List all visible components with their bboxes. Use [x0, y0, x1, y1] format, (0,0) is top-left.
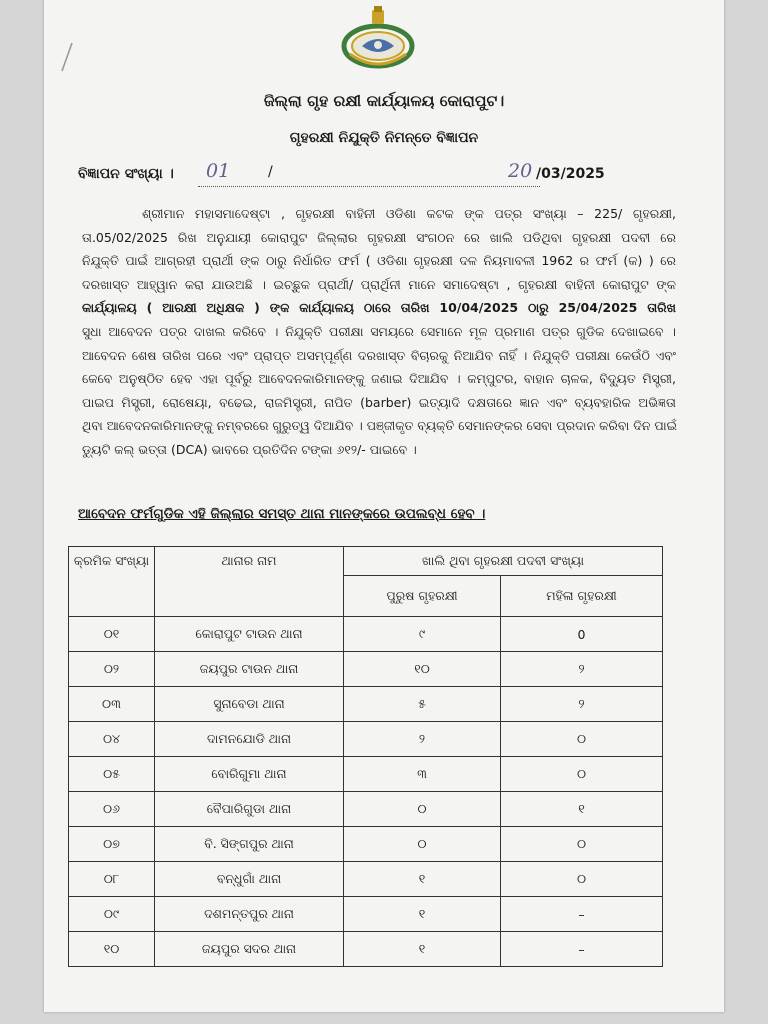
col-header-male: ପୁରୁଷ ଗୃହରକ୍ଷୀ [344, 576, 501, 617]
cell-male: ୩ [344, 757, 501, 792]
fill-in-dotted-line [198, 186, 540, 187]
cell-female: – [501, 897, 663, 932]
table-row [69, 792, 663, 827]
advertisement-body [82, 202, 676, 462]
body-line: କାର୍ଯ୍ୟାଳୟ ( ଆରକ୍ଷୀ ଅଧିକ୍ଷକ ) ଙ୍କ କାର୍ଯ୍ୟାଳୟ ଠାରେ ତାରିଖ 10/04/2025 ଠାରୁ 25/04/2025 ତାରିଖ [82, 300, 676, 316]
advertisement-day: 20 [508, 160, 533, 182]
cell-serial: ୦୧ [69, 617, 155, 652]
availability-notice: ଆବେଦନ ଫର୍ମଗୁଡିକ ଏହି ଜିଲ୍ଲାର ସମସ୍ତ ଥାନା ମାନଙ୍କରେ ଉପଲବ୍ଧ ହେବ । [78, 506, 486, 522]
cell-station: ବନ୍ଧୁଗାଁ ଥାନା [155, 862, 344, 897]
body-line: ତା.05/02/2025 ରିଖ ଅନୁଯାୟୀ କୋରାପୁଟ ଜିଲ୍ଲାର ଗୃହରକ୍ଷୀ ସଂଗଠନ ରେ ଖାଲି ପଡିଥିବା ଗୃହରକ୍ଷୀ ପଦବୀ ରେ [82, 229, 676, 245]
cell-station: ବୋରିଗୁମା ଥାନା [155, 757, 344, 792]
table-row [69, 862, 663, 897]
table-row [69, 932, 663, 967]
cell-station: କୋରାପୁଟ ଟାଉନ ଥାନା [155, 617, 344, 652]
advertisement-number-label: ବିଜ୍ଞାପନ ସଂଖ୍ୟା । [78, 166, 174, 182]
cell-male: ୦ [344, 827, 501, 862]
cell-female: ୦ [501, 827, 663, 862]
cell-female: – [501, 932, 663, 967]
office-title: ଜିଲ୍ଲା ଗୃହ ରକ୍ଷୀ କାର୍ଯ୍ୟାଳୟ କୋରାପୁଟ। [263, 92, 505, 110]
table-row [69, 722, 663, 757]
cell-male: ୫ [344, 687, 501, 722]
cell-female: ୨ [501, 687, 663, 722]
body-line: ଥିବା ଆବେଦନକାରିମାନଙ୍କୁ ନମ୍ବରରେ ଗୁରୁତ୍ୱ ଦିଆଯିବ । ପଞ୍ଜୀକୃତ ବ୍ୟକ୍ତି ସେମାନଙ୍କର ସେବା ପ୍ରଦାନ କରିବା ଦିନ ପାଇଁ [82, 418, 678, 434]
col-header-vacancy: ଖାଲି ଥିବା ଗୃହରକ୍ଷୀ ପଦବୀ ସଂଖ୍ୟା [344, 547, 663, 576]
body-line: କେବେ ଅନୁଷ୍ଠିତ ହେବ ଏହା ପୂର୍ବରୁ ଆବେଦନକାରିମାନଙ୍କୁ ଜଣାଇ ଦିଆଯିବ । କମ୍ପୁଟର, ବାହାନ ଚାଳକ, ବିଦ୍ୟୁତ ମିସ୍ତ୍ରୀ, [82, 371, 676, 387]
body-line: ପାଇପ ମିସ୍ତ୍ରୀ, ରୋଷେୟା, ବଢେଇ, ରାଜମିସ୍ତ୍ରୀ, ନାପିତ (barber) ଇତ୍ୟାଦି ଦକ୍ଷତାରେ ଜ୍ଞାନ ଏବଂ ବ୍ୟବହାରିକ ଅଭିଜ୍ଞତା [82, 394, 676, 410]
cell-serial: ୦୮ [69, 862, 155, 897]
col-header-station: ଥାନାର ନାମ [155, 547, 344, 617]
cell-station: ଦାମନଯୋଡି ଥାନା [155, 722, 344, 757]
cell-female: ୨ [501, 652, 663, 687]
cell-serial: ୦୩ [69, 687, 155, 722]
cell-male: ୧ [344, 862, 501, 897]
cell-station: ଜୟପୁର ସଦର ଥାନା [155, 932, 344, 967]
table-row [69, 652, 663, 687]
vacancy-table [68, 546, 663, 967]
cell-female: ୧ [501, 792, 663, 827]
cell-female: ୦ [501, 757, 663, 792]
col-header-serial: କ୍ରମିକ ସଂଖ୍ୟା [69, 547, 155, 617]
table-row [69, 897, 663, 932]
cell-male: ୧ [344, 932, 501, 967]
cell-station: ସୁନାବେଡା ଥାନା [155, 687, 344, 722]
cell-station: ବୈପାରିଗୁଡା ଥାନା [155, 792, 344, 827]
cell-serial: ୦୯ [69, 897, 155, 932]
table-row [69, 617, 663, 652]
table-row [69, 827, 663, 862]
cell-serial: ୦୪ [69, 722, 155, 757]
cell-serial: ୦୫ [69, 757, 155, 792]
pen-stroke-mark [58, 40, 76, 74]
table-row [69, 687, 663, 722]
cell-station: ଜୟପୁର ଟାଉନ ଥାନା [155, 652, 344, 687]
body-line: ଡ୍ୟୁଟି କଲ୍ ଭତ୍ତା (DCA) ଭାବରେ ପ୍ରତିଦିନ ଟଙ୍କା ୬୧୨/- ପାଇବେ । [82, 441, 417, 457]
document-subtitle: ଗୃହରକ୍ଷୀ ନିଯୁକ୍ତି ନିମନ୍ତେ ବିଜ୍ଞାପନ [289, 130, 479, 146]
cell-male: ୧୦ [344, 652, 501, 687]
table-row [69, 757, 663, 792]
cell-female: ୦ [501, 862, 663, 897]
body-line: ସୁଧା ଆବେଦନ ପତ୍ର ଦାଖଲ କରିବେ । ନିଯୁକ୍ତି ପରୀକ୍ଷା ସମୟରେ ସେମାନେ ମୂଳ ପ୍ରମାଣ ପତ୍ର ଗୁଡିକ ଦେଖାଇବେ । [82, 323, 676, 339]
cell-male: ୧ [344, 897, 501, 932]
cell-female: 0 [501, 617, 663, 652]
cell-male: ୯ [344, 617, 501, 652]
cell-serial: ୦୨ [69, 652, 155, 687]
cell-station: ଦଶମନ୍ତପୁର ଥାନା [155, 897, 344, 932]
cell-female: ୦ [501, 722, 663, 757]
body-line: ଆବେଦନ ଶେଷ ତାରିଖ ପରେ ଏବଂ ପ୍ରାପ୍ତ ଅସମ୍ପୂର୍ଣ୍ଣ ଦରଖାସ୍ତ ବିଚାରକୁ ନିଆଯିବ ନାହିଁ । ନିଯୁକ୍ତି ପରୀକ୍ଷା କେଉଁଠି ଏବଂ [82, 347, 676, 363]
home-guards-emblem-icon [332, 2, 424, 72]
advertisement-slash: / [268, 164, 273, 180]
advertisement-number: 01 [206, 160, 231, 182]
cell-serial: ୦୭ [69, 827, 155, 862]
advertisement-month-year: /03/2025 [536, 166, 605, 182]
cell-male: ୨ [344, 722, 501, 757]
cell-serial: ୦୬ [69, 792, 155, 827]
cell-serial: ୧୦ [69, 932, 155, 967]
col-header-female: ମହିଳା ଗୃହରକ୍ଷୀ [501, 576, 663, 617]
cell-male: ୦ [344, 792, 501, 827]
advertisement-number-row [78, 160, 638, 192]
body-line: ଶ୍ରୀମାନ ମହାସମାଦେଷ୍ଟା , ଗୃହରକ୍ଷୀ ବାହିନୀ ଓଡିଶା କଟକ ଙ୍କ ପତ୍ର ସଂଖ୍ୟା – 225/ ଗୃହରକ୍ଷୀ, [142, 206, 676, 221]
body-line: ଦରଖାସ୍ତ ଆହ୍ୱାନ କରା ଯାଉଅଛି । ଇଚ୍ଛୁକ ପ୍ରାର୍ଥୀ/ ପ୍ରାର୍ଥିନୀ ମାନେ ସମାଦେଷ୍ଟା , ଗୃହରକ୍ଷୀ ବାହିନୀ କୋରାପୁଟ ଙ୍କ [82, 276, 676, 292]
cell-station: ବି. ସିଙ୍ଗପୁର ଥାନା [155, 827, 344, 862]
body-line: ନିଯୁକ୍ତି ପାଇଁ ଆଗ୍ରହୀ ପ୍ରାର୍ଥୀ ଙ୍କ ଠାରୁ ନିର୍ଧାରିତ ଫର୍ମ ( ଓଡିଶା ଗୃହରକ୍ଷୀ ଦଳ ନିୟମାବଳୀ 1962 ର ଫର୍ମ (କ) ) ରେ [82, 253, 676, 269]
